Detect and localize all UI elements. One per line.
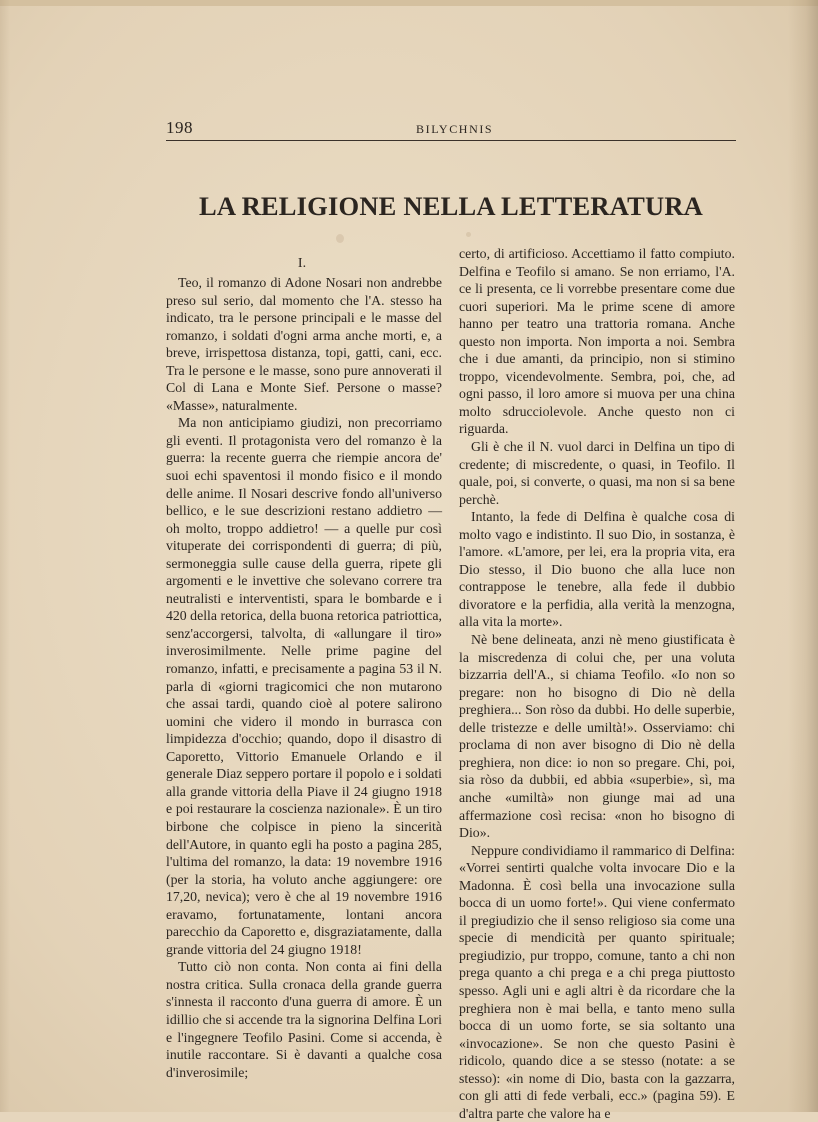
paragraph: Teo, il romanzo di Adone Nosari non andrebbe preso sul serio, dal momento che l'A. stesso ha indicato, tra le persone principali e le masse del romanzo, i soldati d'ogni arma anche morti, e, a breve, irrispettosa distanza, topi, gatti, cani, ecc. Tra le persone e le masse, sono pure annoverati il Col di Lana e Monte Sief. Persone o masse? «Masse», naturalmente. xyxy=(166,275,442,413)
right-column xyxy=(459,245,735,1122)
page-number: 198 xyxy=(166,118,193,137)
paragraph: Ma non anticipiamo giudizi, non precorriamo gli eventi. Il protagonista vero del romanzo è la guerra: la recente guerra che riempie ancora de' suoi echi spaventosi il mondo fisico e il mondo delle anime. Il Nosari descrive fondo all'universo bellico, e le sue descrizioni restano addietro — oh molto, troppo addietro! — a quelle pur così vituperate dei corrispondenti di guerra; di più, sermoneggia sulle cause della guerra, ripete gli argomenti e le invettive che solevano correre tra neutralisti e interventisti, spara le bombarde e i 420 della retorica, della buona retorica patriottica, senz'accorgersi, talvolta, di «allungare il tiro» inverosimilmente. Nelle prime pagine del romanzo, infatti, e precisamente a pagina 53 il N. parla di «giorni tragicomici che non mutarono che assai tardi, quando cioè al potere salirono uomini che videro il mondo in burrasca con limpidezza d'occhio; quando, dopo il disastro di Caporetto, Vittorio Emanuele Orlando e il generale Diaz seppero portare il popolo e i soldati alla grande vittoria della Piave il 24 giugno 1918 e poi restaurare la coscienza nazionale». È un tiro birbone che colpisce in pieno la sincerità dell'Autore, in quanto egli ha posto a pagina 285, l'ultima del romanzo, la data: 19 novembre 1916 (per la storia, ha voluto anche aggiungere: ore 17,20, nevica); vero è che al 19 novembre 1916 eravamo, fortunatamente, lontani ancora parecchio da Caporetto e, disgraziatamente, dalla grande vittoria del 24 giugno 1918! xyxy=(166,415,442,957)
page-right-shadow xyxy=(788,0,818,1112)
page-top-edge xyxy=(0,0,818,6)
paper-spot xyxy=(336,234,344,243)
page-left-shadow xyxy=(0,0,10,1112)
title-text: LA RELIGIONE NELLA LETTERATURA xyxy=(199,191,703,221)
paragraph: Nè bene delineata, anzi nè meno giustificata è la miscredenza di colui che, per una voluta bizzarria dell'A., si chiama Teofilo. «Io non so pregare: non ho bisogno di Dio nè della preghiera... Son ròso da dubbi. Ho delle superbie, delle tristezze e delle umiltà!». Osserviamo: chi proclama di non aver bisogno di Dio nè della preghiera, non dice: io non so pregare. Chi, poi, sia ròso da dubbii, ed abbia «superbie», sì, ma anche «umiltà» non giunge mai ad una affermazione così recisa: «non ho bisogno di Dio». xyxy=(459,632,735,841)
header-rule xyxy=(166,140,736,141)
paragraph: Tutto ciò non conta. Non conta ai fini della nostra critica. Sulla cronaca della grande guerra s'innesta il racconto d'una guerra di amore. È un idillio che si accende tra la signorina Delfina Lori e l'ingegnere Teofilo Pasini. Come si accenda, è inutile raccontare. Si è davanti a qualche cosa d'inverosimile; xyxy=(166,959,442,1080)
running-head: BILYCHNIS xyxy=(416,122,494,136)
paper-spot xyxy=(466,232,471,237)
article-title xyxy=(166,191,736,222)
paragraph: Gli è che il N. vuol darci in Delfina un tipo di credente; di miscredente, o quasi, in Teofilo. Il quale, poi, si converte, o quasi, ma non si sa bene perchè. xyxy=(459,439,735,507)
paragraph: certo, di artificioso. Accettiamo il fatto compiuto. Delfina e Teofilo si amano. Se non erriamo, l'A. ce li presenta, ce li vorrebbe presentare come due cuori superiori. Ma le prime scene di amore hanno per teatro una trattoria romana. Anche questo non importa. Non importa a noi. Sembra che i due amanti, da principio, non si stimino troppo, vicendevolmente. Sembra, poi, che, ad ogni passo, il loro amore si muova per una china molto sdrucciolevole. Anche questo non ci riguarda. xyxy=(459,246,735,437)
paragraph: Intanto, la fede di Delfina è qualche cosa di molto vago e indistinto. Il suo Dio, in sostanza, è l'amore. «L'amore, per lei, era la propria vita, era Dio stesso, il Dio buono che alla luce non contrappose le tenebre, alla fede il dubbio divoratore e la perfidia, alla verità la menzogna, alla vita la morte». xyxy=(459,509,735,630)
paragraph: Neppure condividiamo il rammarico di Delfina: «Vorrei sentirti qualche volta invocare Dio e la Madonna. È così bella una invocazione sulla bocca di un uomo forte!». Qui viene confermato il pregiudizio che il senso religioso sia come una specie di mendicità per quanto spirituale; pregiudizio, pur troppo, comune, tanto a chi non prega quanto a chi prega e a chi prega piuttosto spesso. Agli uni e agli altri è da ricordare che la preghiera non è mai bella, e tanto meno sulla bocca di un uomo forte, se sia soltanto una «invocazione». Se non che questo Pasini è ridicolo, quando dice a se stesso (notate: a se stesso): «in nome di Dio, basta con la gazzarra, con gli atti di fede verbali, ecc.» (pagina 59). E d'altra parte che valore ha e xyxy=(459,842,735,1121)
section-number: I. xyxy=(297,256,307,271)
left-column xyxy=(166,274,442,1081)
